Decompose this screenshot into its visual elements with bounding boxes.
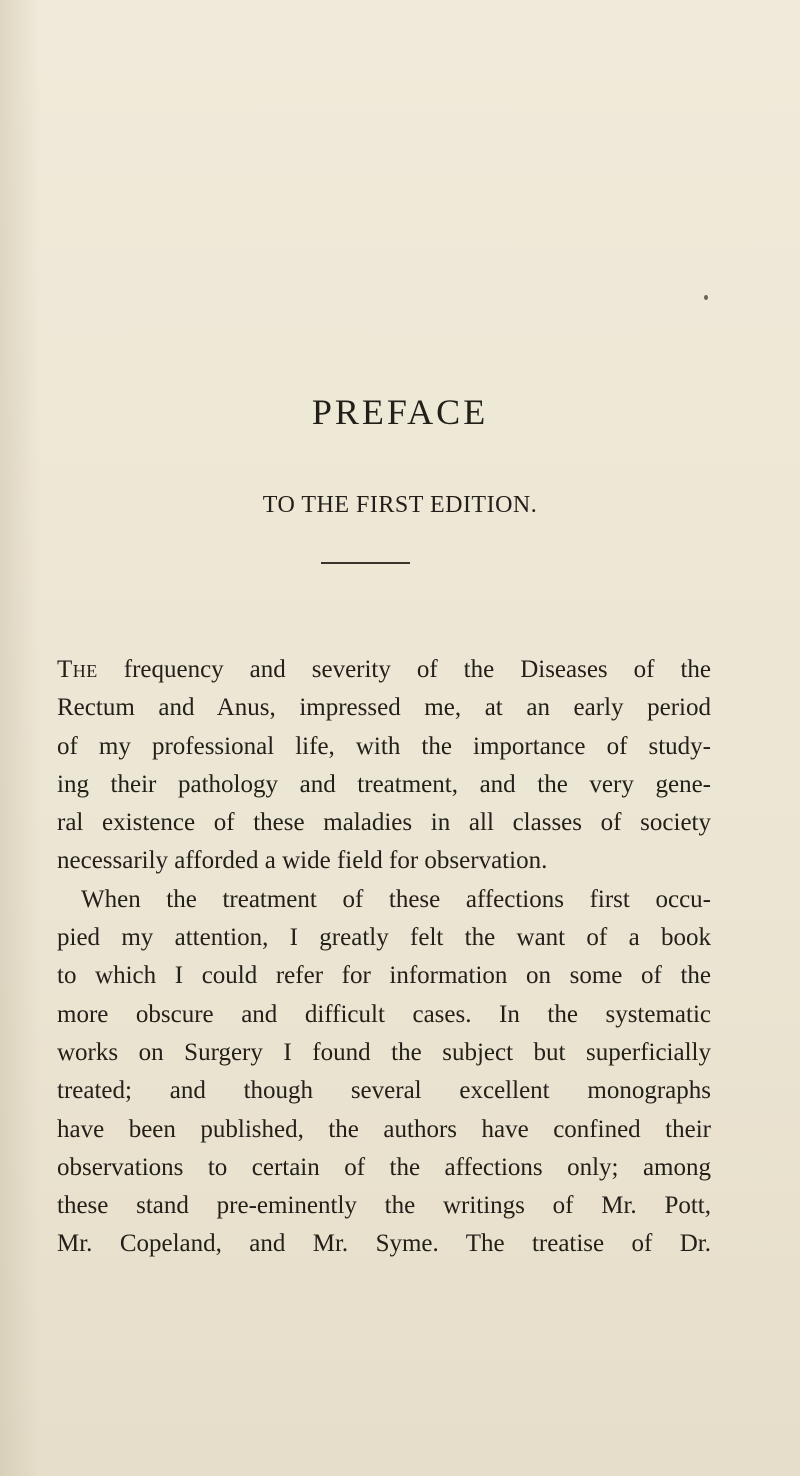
text-line: of my professional life, with the importance of study- (57, 732, 711, 760)
text-line: these stand pre-eminently the writings of Mr. Pott, (57, 1192, 711, 1220)
text-line: ral existence of these maladies in all classes of society (57, 809, 711, 837)
opening-word: The (57, 656, 98, 683)
text-line: ing their pathology and treatment, and the very gene- (57, 770, 711, 798)
text-line: more obscure and difficult cases. In the systematic (57, 1000, 711, 1028)
text-line: to which I could refer for information on some of the (57, 962, 711, 990)
text-line: observations to certain of the affections only; among (57, 1153, 711, 1181)
title-divider (321, 562, 410, 564)
ink-speck (704, 295, 708, 300)
text-line: treated; and though several excellent monographs (57, 1077, 711, 1105)
page-subtitle: TO THE FIRST EDITION. (262, 492, 538, 518)
text-line: pied my attention, I greatly felt the want of a book (57, 924, 711, 952)
text-line: Mr. Copeland, and Mr. Syme. The treatise of Dr. (57, 1230, 711, 1258)
text-line: Rectum and Anus, impressed me, at an early period (57, 694, 711, 722)
text-line: When the treatment of these affections first occu- (81, 885, 711, 913)
text-line: works on Surgery I found the subject but superficially (57, 1038, 711, 1066)
text-line: The frequency and severity of the Diseases of the (57, 656, 711, 683)
page-title: PREFACE (311, 392, 489, 432)
text-line: necessarily afforded a wide field for observation. (57, 847, 548, 875)
text-line: have been published, the authors have confined their (57, 1115, 711, 1143)
preface-text (57, 651, 711, 1264)
